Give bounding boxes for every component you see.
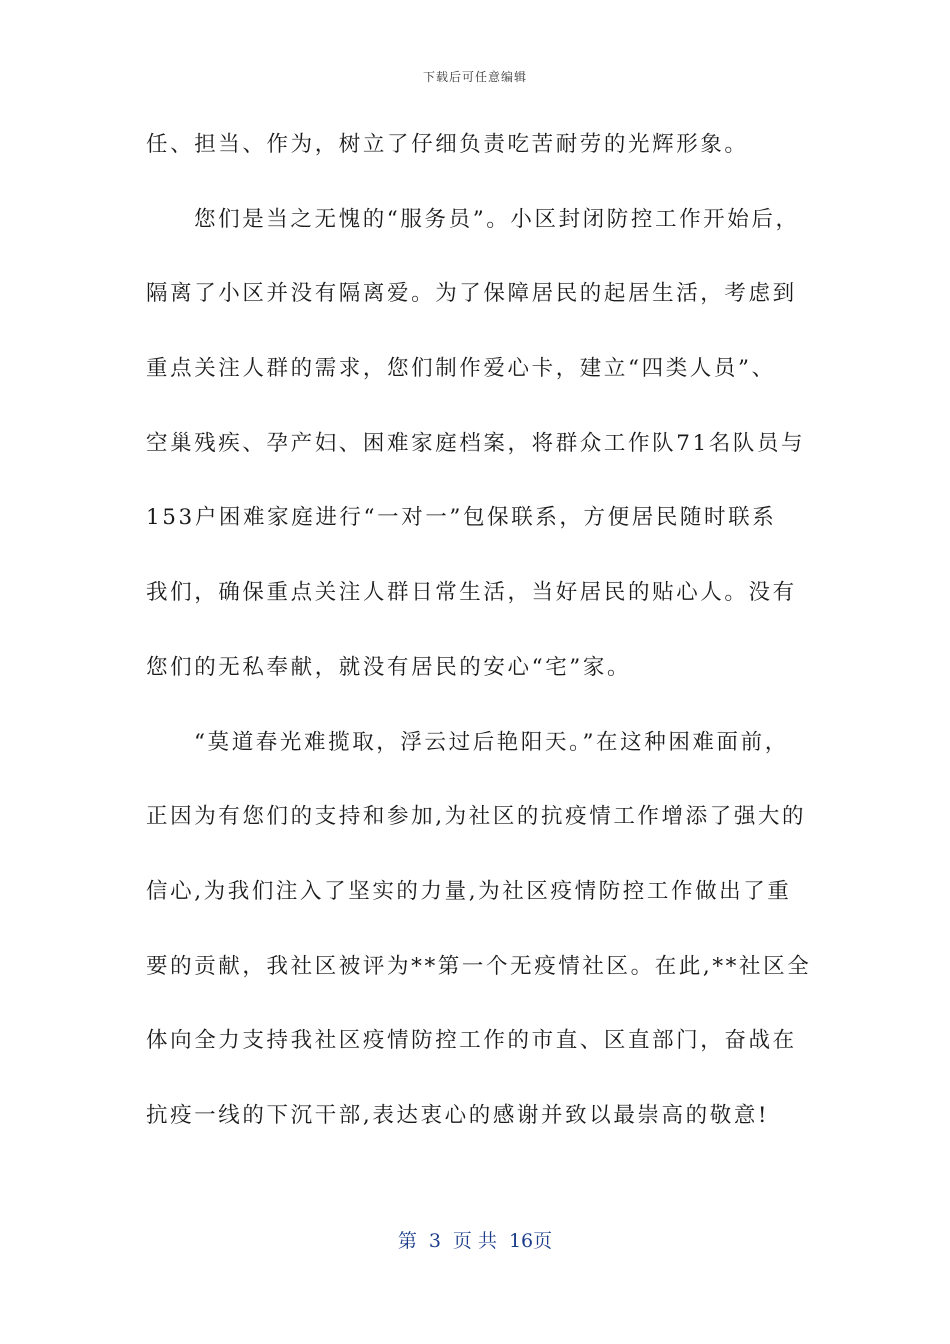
paragraph-line: 隔离了小区并没有隔离爱。为了保障居民的起居生活，考虑到 bbox=[146, 281, 797, 307]
total-pages-number: 16 bbox=[508, 1230, 534, 1252]
page-header: 下载后可任意编辑 bbox=[422, 70, 527, 84]
paragraph-line: 抗疫一线的下沉干部,表达衷心的感谢并致以最崇高的敬意! bbox=[146, 1102, 770, 1128]
paragraph-line: “莫道春光难揽取，浮云过后艳阳天。”在这种困难面前， bbox=[194, 729, 789, 755]
paragraph-line: 重点关注人群的需求，您们制作爱心卡，建立“四类人员”、 bbox=[146, 356, 776, 382]
paragraph-line: 我们，确保重点关注人群日常生活，当好居民的贴心人。没有 bbox=[146, 580, 797, 606]
paragraph-1 bbox=[146, 120, 806, 195]
paragraph-line: 信心,为我们注入了坚实的力量,为社区疫情防控工作做出了重 bbox=[146, 878, 792, 904]
paragraph-line: 任、担当、作为，树立了仔细负责吃苦耐劳的光辉形象。 bbox=[146, 132, 749, 157]
paragraph-3 bbox=[146, 718, 812, 1166]
paragraph-line: 153户困难家庭进行“一对一”包保联系，方便居民随时联系 bbox=[146, 505, 777, 531]
current-page-number: 3 bbox=[428, 1230, 441, 1252]
footer-middle: 页 共 bbox=[452, 1230, 497, 1252]
paragraph-line: 体向全力支持我社区疫情防控工作的市直、区直部门，奋战在 bbox=[146, 1028, 797, 1054]
paragraph-line: 正因为有您们的支持和参加,为社区的抗疫情工作增添了强大的 bbox=[146, 804, 807, 830]
footer-prefix: 第 bbox=[397, 1230, 417, 1252]
footer-suffix: 页 bbox=[533, 1230, 553, 1252]
paragraph-line: 您们的无私奉献，就没有居民的安心“宅”家。 bbox=[146, 654, 632, 680]
paragraph-line: 您们是当之无愧的“服务员”。小区封闭防控工作开始后， bbox=[194, 206, 800, 232]
paragraph-line: 要的贡献，我社区被评为**第一个无疫情社区。在此,**社区全 bbox=[146, 953, 812, 979]
body-text bbox=[146, 120, 812, 1166]
page-footer bbox=[0, 1226, 950, 1253]
paragraph-line: 空巢残疾、孕产妇、困难家庭档案，将群众工作队71名队员与 bbox=[146, 430, 806, 456]
paragraph-2 bbox=[146, 195, 806, 718]
